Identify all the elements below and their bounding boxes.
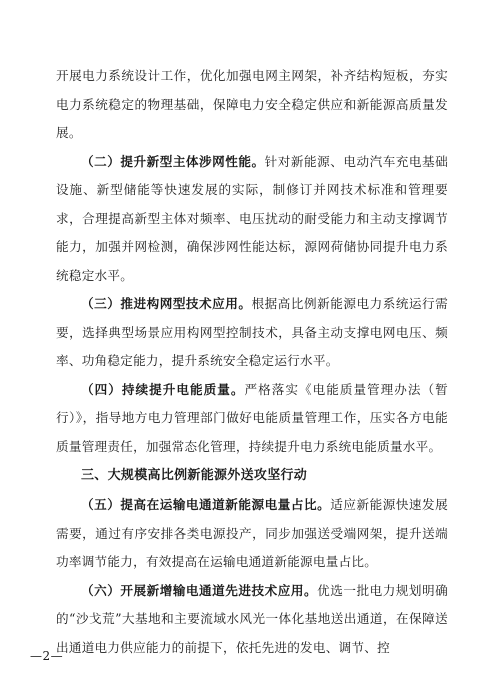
paragraph-lead: （三）推进构网型技术应用。 [81,296,252,311]
paragraph-item-4 [56,376,448,462]
section-heading: 三、大规模高比例新能源外送攻坚行动 [81,468,308,483]
paragraph-item-3 [56,290,448,376]
paragraph-item-6 [56,577,448,663]
document-body [56,62,448,662]
paragraph-lead: （五）提高在运输电通道新能源电量占比。 [81,497,331,512]
paragraph-text: 严格落实《电能质量管理办法（暂行）》，指导地方电力管理部门做好电能质量管理工作，压实各方电能质量管理责任，加强常态化管理，持续提升电力系统电能质量水平。 [56,381,449,454]
paragraph-item-5 [56,491,448,577]
paragraph-text: 根据高比例新能源电力系统运行需要，选择典型场景应用构网型控制技术，具备主动支撑电网电压、频率、功角稳定能力，提升系统安全稳定运行水平。 [56,296,449,368]
page-number: —2— [30,649,64,663]
paragraph-text: 开展电力系统设计工作，优化加强电网主网架，补齐结构短板，夯实电力系统稳定的物理基础，保障电力安全稳定供应和新能源高质量发展。 [56,68,448,140]
paragraph-lead: （四）持续提升电能质量。 [81,381,245,397]
paragraph-text: 适应新能源快速发展需要，通过有序安排各类电源投产，同步加强送受端网架，提升送端功率调节能力，有效提高在运输电通道新能源电量占比。 [56,497,449,569]
paragraph-text: 优选一批电力规划明确的“沙戈荒”大基地和主要流域水风光一体化基地送出通道，在保障送出通道电力供应能力的前提下，依托先进的发电、调节、控 [56,582,449,655]
paragraph-item-2 [56,148,448,291]
paragraph-text: 针对新能源、电动汽车充电基础设施、新型储能等快速发展的实际，制修订并网技术标准和管理要求，合理提高新型主体对频率、电压扰动的耐受能力和主动支撑调节能力，加强并网检测，确保涉网性能达标，源网荷储协同提升电力系统稳定水平。 [56,153,449,283]
paragraph-continued [56,62,448,148]
paragraph-lead: （六）开展新增输电通道先进技术应用。 [81,582,318,598]
paragraph-lead: （二）提升新型主体涉网性能。 [81,153,265,169]
